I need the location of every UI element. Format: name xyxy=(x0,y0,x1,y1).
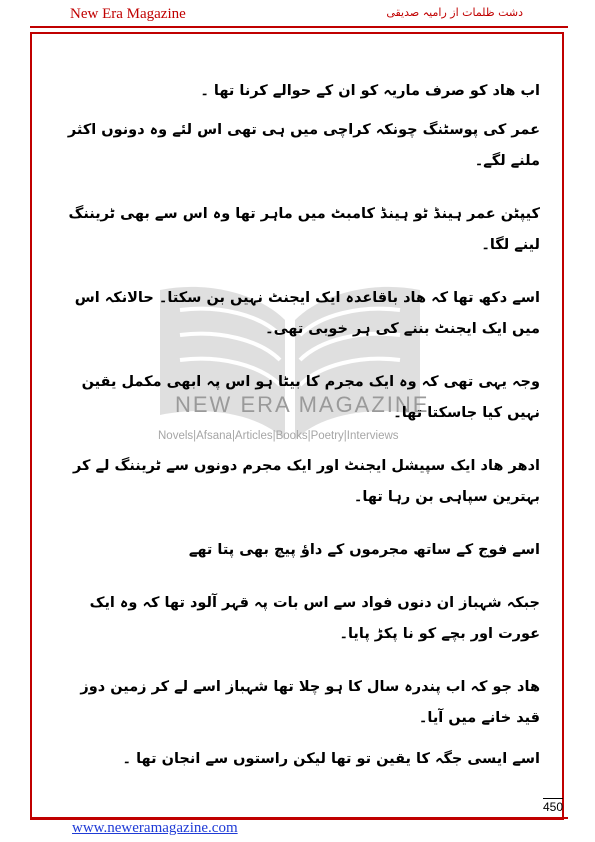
paragraph: کیپٹن عمر ہینڈ ٹو ہینڈ کامبٹ میں ماہر تھا وہ اس سے بھی ٹریننگ لینے لگا۔ xyxy=(68,206,540,253)
paragraph: عمر کی پوسٹنگ چونکہ کراچی میں ہی تھی اس لئے وہ دونوں اکثر ملنے لگے۔ xyxy=(67,122,540,169)
paragraph: اسے فوج کے ساتھ مجرموں کے داؤ پیچ بھی پتا تھے xyxy=(188,542,540,558)
paragraph: اسے ایسی جگہ کا یقین تو تھا لیکن راستوں سے انجان تھا ۔ xyxy=(122,751,540,767)
page-number: 450 xyxy=(542,800,563,814)
paragraph: وجہ یہی تھی کہ وہ ایک مجرم کا بیٹا ہو اس پہ ابھی مکمل یقین نہیں کیا جاسکتا تھا۔ xyxy=(81,374,540,421)
paragraph: ادھر ھاد ایک سپیشل ایجنٹ اور ایک مجرم دونوں سے ٹریننگ لے کر بہترین سپاہی بن رہا تھا۔ xyxy=(73,458,540,505)
paragraph: اب ھاد کو صرف ماریہ کو ان کے حوالے کرنا تھا ۔ xyxy=(200,83,540,99)
header-rule-top xyxy=(30,26,568,28)
paragraph: جبکہ شہباز ان دنوں فواد سے اس بات پہ قہر آلود تھا کہ وہ ایک عورت اور بچے کو نا پکڑ پایا۔ xyxy=(89,595,540,642)
watermark-subtitle: Novels|Afsana|Articles|Books|Poetry|Interviews xyxy=(158,430,399,442)
paragraph: ھاد جو کہ اب پندرہ سال کا ہو چلا تھا شہباز اسے لے کر زمین دوز قید خانے میں آیا۔ xyxy=(80,679,540,726)
website-link[interactable]: www.neweramagazine.com xyxy=(72,820,238,836)
watermark-title: NEW ERA MAGAZINE xyxy=(175,392,430,417)
novel-title: دشت ظلمات از رامیہ صدیقی xyxy=(386,6,523,19)
paragraph: اسے دکھ تھا کہ ھاد باقاعدہ ایک ایجنٹ نہیں بن سکتا۔ حالانکہ اس میں ایک ایجنٹ بننے کی ہر خوبی تھی۔ xyxy=(74,290,540,337)
story-text xyxy=(62,76,540,775)
footer-rule xyxy=(30,817,568,819)
magazine-name: New Era Magazine xyxy=(70,6,186,22)
